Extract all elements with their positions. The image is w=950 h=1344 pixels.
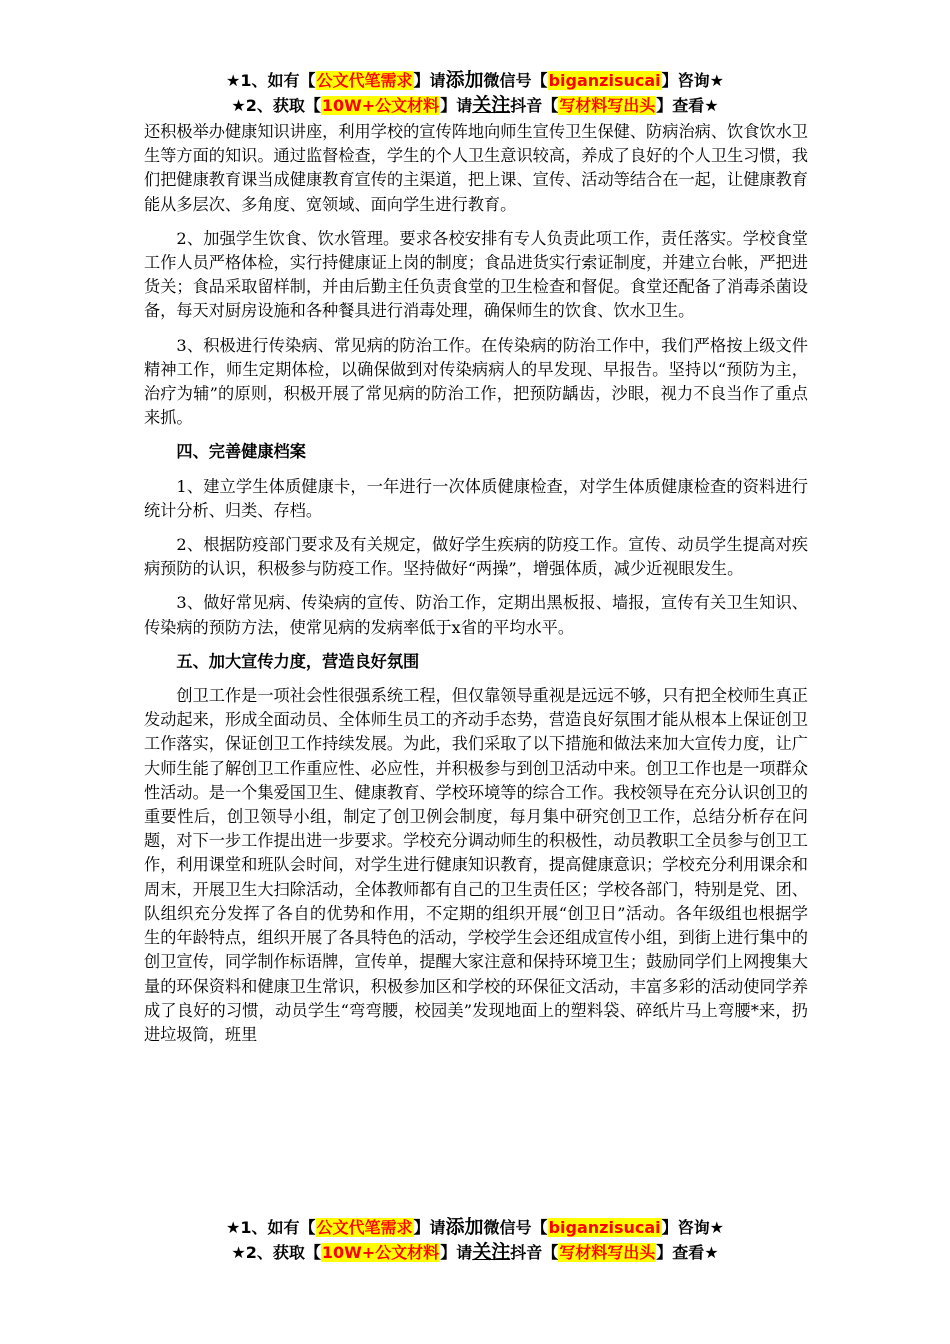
- promo-line-1-highlight-service: 公文代笔需求: [316, 71, 413, 90]
- promo-line-1-mid2: 微信号【: [483, 1218, 548, 1237]
- promo-line-2-mid: 】请: [440, 96, 473, 115]
- promo-line-1: [0, 1215, 950, 1240]
- promo-line-2-prefix: ★2、获取【: [231, 1243, 321, 1262]
- promo-line-2-prefix: ★2、获取【: [231, 96, 321, 115]
- paragraph-publicity: 创卫工作是一项社会性很强系统工程，但仅靠领导重视是远远不够，只有把全校师生真正发动起来，形成全面动员、全体师生员工的齐动手态势，营造良好氛围才能从根本上保证创卫工作落实，保证创卫工作持续发展。为此，我们采取了以下措施和做法来加大宣传力度，让广大师生能了解创卫工作重应性、必应性，并积极参与到创卫活动中来。创卫工作也是一项群众性活动。是一个集爱国卫生、健康教育、学校环境等的综合工作。我校领导在充分认识创卫的重要性后，创卫领导小组，制定了创卫例会制度，每月集中研究创卫工作，总结分析存在问题，对下一步工作提出进一步要求。学校充分调动师生的积极性，动员教职工全员参与创卫工作，利用课堂和班队会时间，对学生进行健康知识教育，提高健康意识；学校充分利用课余和周末，开展卫生大扫除活动，全体教师都有自己的卫生责任区；学校各部门，特别是党、团、队组织充分发挥了各自的优势和作用，不定期的组织开展“创卫日”活动。各年级组也根据学生的年龄特点，组织开展了各具特色的活动，学校学生会还组成宣传小组，到街上进行集中的创卫宣传，同学制作标语牌，宣传单，提醒大家注意和保持环境卫生；鼓励同学们上网搜集大量的环保资料和健康卫生常识，积极参加区和学校的环保征文活动，丰富多彩的活动使同学养成了良好的习惯，动员学生“弯弯腰，校园美”发现地面上的塑料袋、碎纸片马上弯腰*来，扔进垃圾筒，班里: [144, 686, 808, 1044]
- promo-line-1-prefix: ★1、如有【: [226, 1218, 316, 1237]
- section-heading-publicity: 五、加大宣传力度，营造良好氛围: [176, 651, 420, 671]
- promo-line-1-suffix: 】咨询★: [661, 71, 724, 90]
- header-promo-banner: [0, 68, 950, 118]
- paragraph-continued: 还积极举办健康知识讲座，利用学校的宣传阵地向师生宣传卫生保健、防病治病、饮食饮水卫生等方面的知识。通过监督检查，学生的个人卫生意识较高，养成了良好的个人卫生习惯，我们把健康教育课当成健康教育宣传的主渠道，把上课、宣传、活动等结合在一起，让健康教育能从多层次、多角度、宽领域、面向学生进行教育。: [144, 122, 808, 214]
- promo-line-1-mid: 】请: [413, 1218, 446, 1237]
- paragraph-diet-water: 2、加强学生饮食、饮水管理。要求各校安排有专人负责此项工作，责任落实。学校食堂工作人员严格体检，实行持健康证上岗的制度；食品进货实行索证制度，并建立台帐，严把进货关；食品采取留样制，并由后勤主任负责食堂的卫生检查和督促。食堂还配备了消毒杀菌设备，每天对厨房设施和各种餐具进行消毒处理，确保师生的饮食、饮水卫生。: [144, 228, 808, 321]
- paragraph-epidemic-prevention: 2、根据防疫部门要求及有关规定，做好学生疾病的防疫工作。宣传、动员学生提高对疾病预防的认识，积极参与防疫工作。坚持做好“两操”，增强体质，减少近视眼发生。: [144, 535, 808, 579]
- promo-line-2-mid2: 抖音【: [510, 96, 559, 115]
- promo-line-2-highlight-materials: 10W+公文材料: [321, 1243, 440, 1262]
- promo-line-2-highlight-douyin: 写材料写出头: [559, 96, 656, 115]
- footer-promo-banner: [0, 1215, 950, 1265]
- promo-line-2-mid2: 抖音【: [510, 1243, 559, 1262]
- promo-line-1-suffix: 】咨询★: [661, 1218, 724, 1237]
- document-body: [144, 120, 808, 1057]
- promo-line-2-suffix: 】查看★: [656, 1243, 719, 1262]
- promo-line-1-prefix: ★1、如有【: [226, 71, 316, 90]
- promo-line-2-highlight-douyin: 写材料写出头: [559, 1243, 656, 1262]
- section-heading-health-records: 四、完善健康档案: [176, 442, 306, 462]
- promo-line-1-emphasis: 添加: [445, 69, 484, 91]
- paragraph-common-disease: 3、做好常见病、传染病的宣传、防治工作，定期出黑板报、墙报，宣传有关卫生知识、传染病的预防方法，使常见病的发病率低于x省的平均水平。: [144, 593, 808, 637]
- promo-line-2-mid: 】请: [440, 1243, 473, 1262]
- paragraph-health-card: 1、建立学生体质健康卡，一年进行一次体质健康检查，对学生体质健康检查的资料进行统计分析、归类、存档。: [144, 476, 808, 520]
- promo-line-1-mid2: 微信号【: [483, 71, 548, 90]
- promo-line-1-mid: 】请: [413, 71, 446, 90]
- promo-line-1-highlight-wechat: biganzisucai: [548, 71, 661, 90]
- promo-line-2-emphasis: 关注: [472, 1241, 511, 1263]
- promo-line-2-highlight-materials: 10W+公文材料: [321, 96, 440, 115]
- promo-line-2-suffix: 】查看★: [656, 96, 719, 115]
- promo-line-1-highlight-wechat: biganzisucai: [548, 1218, 661, 1237]
- promo-line-1-emphasis: 添加: [445, 1216, 484, 1238]
- promo-line-1: [0, 68, 950, 93]
- promo-line-2-emphasis: 关注: [472, 94, 511, 116]
- promo-line-2: [0, 93, 950, 118]
- promo-line-1-highlight-service: 公文代笔需求: [316, 1218, 413, 1237]
- paragraph-disease-prevention: 3、积极进行传染病、常见病的防治工作。在传染病的防治工作中，我们严格按上级文件精神工作，师生定期体检，以确保做到对传染病病人的早发现、早报告。坚持以“预防为主，治疗为辅”的原则，积极开展了常见病的防治工作，把预防龋齿，沙眼，视力不良当作了重点来抓。: [144, 335, 808, 428]
- promo-line-2: [0, 1240, 950, 1265]
